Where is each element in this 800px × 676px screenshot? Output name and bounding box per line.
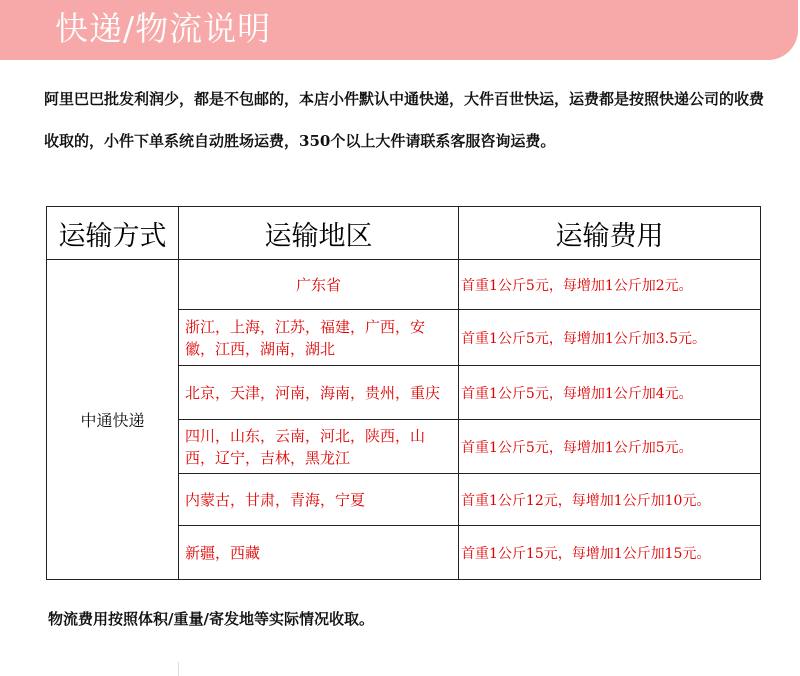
region-cell: 内蒙古，甘肃，青海，宁夏 bbox=[179, 474, 459, 526]
region-cell: 四川，山东，云南，河北，陕西，山西，辽宁，吉林，黑龙江 bbox=[179, 420, 459, 474]
fee-cell: 首重1公斤5元，每增加1公斤加4元。 bbox=[459, 366, 761, 420]
fee-cell: 首重1公斤5元，每增加1公斤加2元。 bbox=[459, 260, 761, 310]
page-title: 快递/物流说明 bbox=[55, 9, 272, 48]
method-cell: 中通快递 bbox=[47, 260, 179, 580]
table-row bbox=[47, 260, 761, 310]
region-cell: 北京，天津，河南，海南，贵州，重庆 bbox=[179, 366, 459, 420]
shipping-rate-table bbox=[46, 206, 761, 580]
footer-note: 物流费用按照体积/重量/寄发地等实际情况收取。 bbox=[48, 610, 374, 628]
fee-cell: 首重1公斤5元，每增加1公斤加3.5元。 bbox=[459, 310, 761, 366]
fee-cell: 首重1公斤12元，每增加1公斤加10元。 bbox=[459, 474, 761, 526]
intro-paragraph: 阿里巴巴批发利润少，都是不包邮的，本店小件默认中通快递，大件百世快运，运费都是按照快递公司的收费收取的，小件下单系统自动胜场运费，350个以上大件请联系客服咨询运费。 bbox=[44, 90, 765, 150]
header-fee: 运输费用 bbox=[459, 207, 761, 260]
region-cell: 新疆，西藏 bbox=[179, 526, 459, 580]
header-method: 运输方式 bbox=[47, 207, 179, 260]
region-cell: 广东省 bbox=[179, 260, 459, 310]
fee-cell: 首重1公斤15元，每增加1公斤加15元。 bbox=[459, 526, 761, 580]
region-cell: 浙江，上海，江苏，福建，广西，安徽，江西，湖南，湖北 bbox=[179, 310, 459, 366]
table-header-row bbox=[47, 207, 761, 260]
divider-mark bbox=[178, 662, 179, 676]
fee-cell: 首重1公斤5元，每增加1公斤加5元。 bbox=[459, 420, 761, 474]
header-region: 运输地区 bbox=[179, 207, 459, 260]
